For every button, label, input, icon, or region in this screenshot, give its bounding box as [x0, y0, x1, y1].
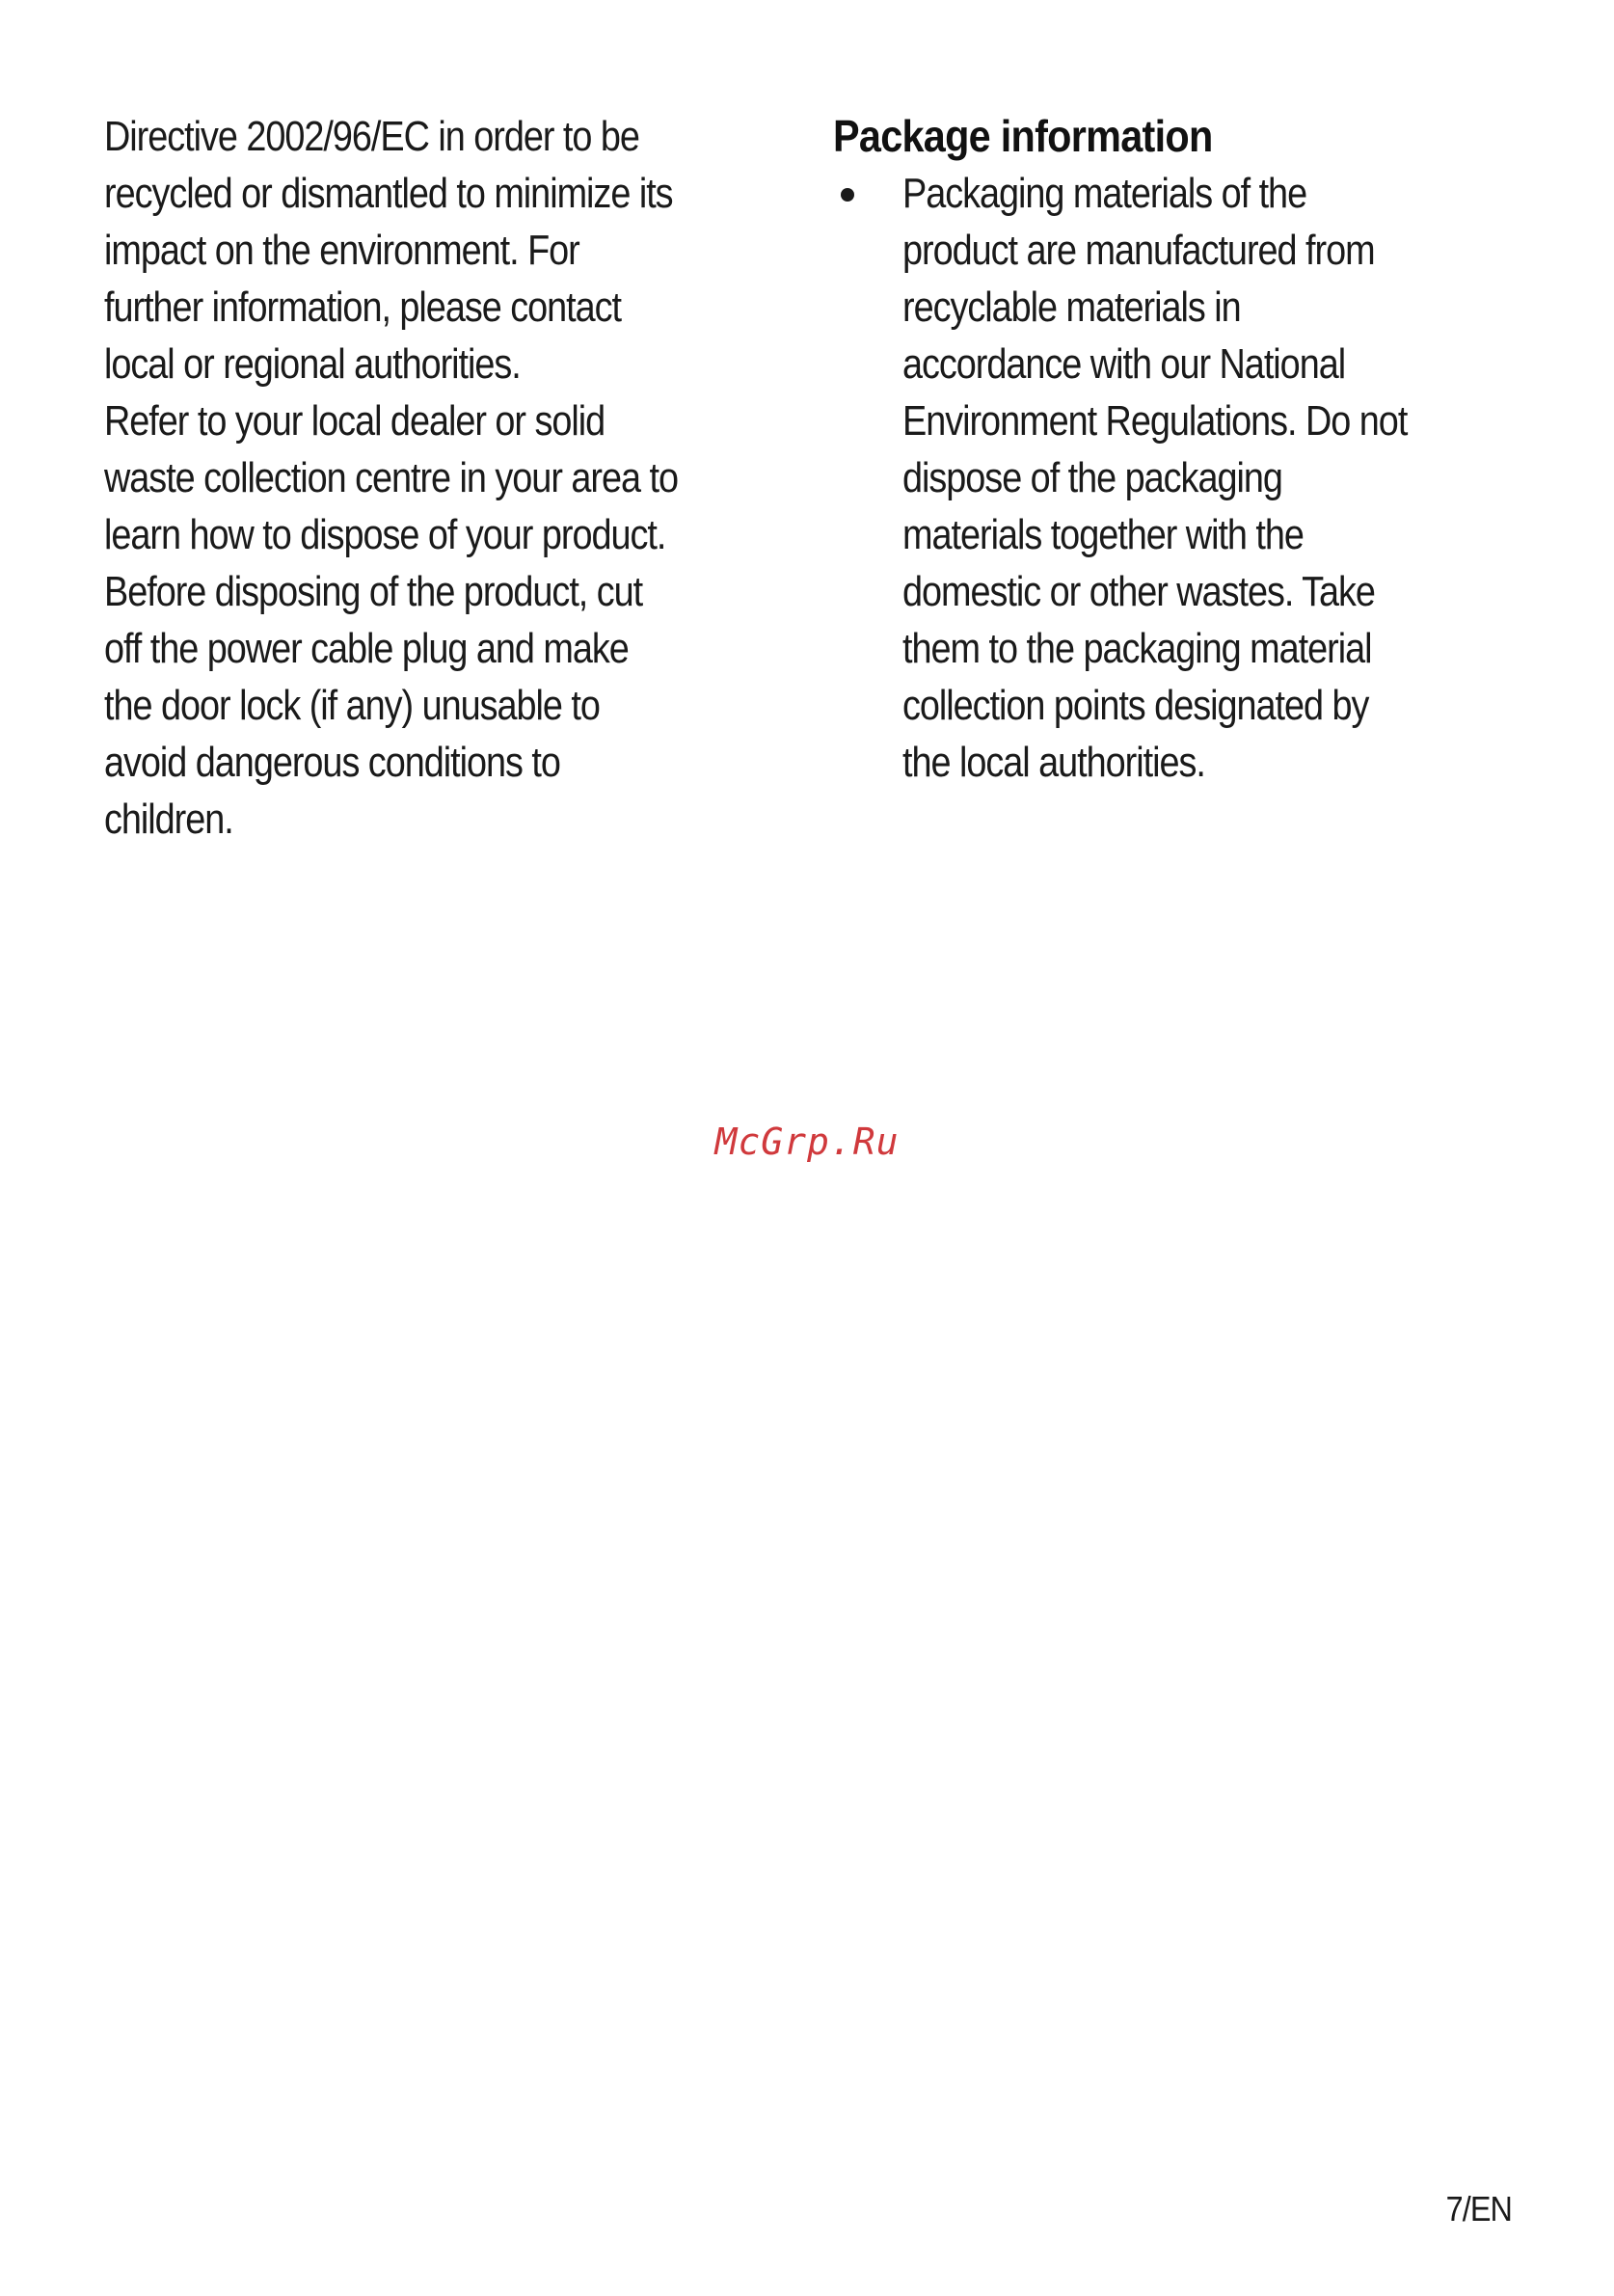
- text-line: impact on the environment. For: [104, 227, 579, 274]
- text-line: domestic or other wastes. Take: [902, 568, 1375, 615]
- text-line: product are manufactured from: [902, 227, 1375, 274]
- text-line: Before disposing of the product, cut: [104, 568, 643, 615]
- text-line: accordance with our National: [902, 340, 1346, 388]
- text-line: recycled or dismantled to minimize its: [104, 170, 673, 217]
- text-line: local or regional authorities.: [104, 340, 521, 388]
- text-line: off the power cable plug and make: [104, 625, 629, 672]
- text-line: Environment Regulations. Do not: [902, 397, 1408, 445]
- watermark-text: McGrp.Ru: [714, 1121, 900, 1163]
- bullet-icon: [841, 188, 854, 202]
- text-line: children.: [104, 796, 233, 843]
- text-line: them to the packaging material: [902, 625, 1372, 672]
- text-line: the door lock (if any) unusable to: [104, 682, 600, 729]
- left-column-text: [104, 108, 798, 848]
- text-line: avoid dangerous conditions to: [104, 739, 560, 786]
- page-number: 7/EN: [1445, 2189, 1512, 2228]
- text-line: recyclable materials in: [902, 284, 1241, 331]
- right-column: [833, 108, 1527, 791]
- text-line: dispose of the packaging: [902, 454, 1282, 501]
- text-line: Packaging materials of the: [902, 170, 1307, 217]
- text-line: collection points designated by: [902, 682, 1369, 729]
- text-line: learn how to dispose of your product.: [104, 511, 666, 558]
- bullet-list-item: [833, 165, 1527, 791]
- text-line: the local authorities.: [902, 739, 1205, 786]
- text-line: Directive 2002/96/EC in order to be: [104, 113, 639, 160]
- text-line: Refer to your local dealer or solid: [104, 397, 605, 445]
- text-line: materials together with the: [902, 511, 1304, 558]
- bullet-text: [902, 165, 1527, 791]
- section-heading-package-information: Package information: [833, 111, 1213, 161]
- text-line: waste collection centre in your area to: [104, 454, 678, 501]
- text-line: further information, please contact: [104, 284, 621, 331]
